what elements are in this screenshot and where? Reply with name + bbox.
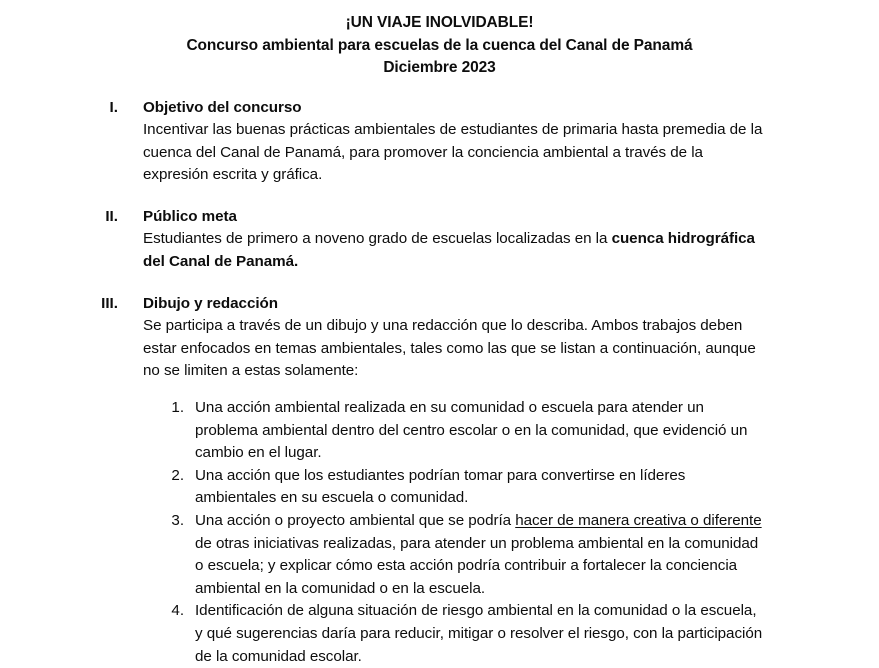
section-objetivo-del-concurso [0, 97, 879, 187]
section-marker-3: III. [82, 293, 118, 316]
document-title-line-2: Concurso ambiental para escuelas de la cuenca del Canal de Panamá [100, 35, 779, 58]
sublist-item-text-underlined: hacer de manera creativa o diferente [515, 512, 761, 529]
sublist-item-text-prefix: Una acción o proyecto ambiental que se podría [195, 512, 515, 529]
section-3-sublist-wrapper [143, 397, 772, 668]
sublist-item-text: Una acción ambiental realizada en su comunidad o escuela para atender un problema ambiental dentro del centro escolar o en la comunidad, que evidenció un cambio en el lugar. [195, 399, 747, 461]
sublist-item-number: 4. [165, 600, 184, 623]
section-body-1: Incentivar las buenas prácticas ambientales de estudiantes de primaria hasta premedia de la cuenca del Canal de Panamá, para promover la conciencia ambiental a través de la expresión escrita y gráfica. [143, 119, 772, 187]
section-marker-1: I. [82, 97, 118, 120]
sublist-item [165, 600, 767, 668]
document-title-block [0, 12, 879, 80]
section-marker-2: II. [82, 206, 118, 229]
sublist-item-number: 3. [165, 510, 184, 533]
section-heading-1: Objetivo del concurso [143, 97, 772, 120]
document-title-line-1: ¡UN VIAJE INOLVIDABLE! [100, 12, 779, 35]
section-heading-3: Dibujo y redacción [143, 293, 772, 316]
section-dibujo-y-redaccion [0, 293, 879, 668]
sublist-item-number: 1. [165, 397, 184, 420]
sublist-item [165, 397, 767, 465]
section-3-sublist [165, 397, 769, 668]
sublist-item-text-suffix: de otras iniciativas realizadas, para atender un problema ambiental en la comunidad o escuela; y explicar cómo esta acción podría contribuir a fortalecer la conciencia ambiental en la comunidad o en la escuela. [195, 535, 758, 597]
sublist-item-text: Una acción que los estudiantes podrían tomar para convertirse en líderes ambientales en su escuela o comunidad. [195, 467, 685, 507]
sublist-item-text: Identificación de alguna situación de riesgo ambiental en la comunidad o la escuela, y qué sugerencias daría para reducir, mitigar o resolver el riesgo, con la participación de la comunidad escolar. [195, 602, 762, 664]
section-body-2-prefix: Estudiantes de primero a noveno grado de escuelas localizadas en la [143, 230, 612, 247]
sublist-item-number: 2. [165, 465, 184, 488]
document-title-line-3: Diciembre 2023 [100, 57, 779, 80]
section-heading-2: Público meta [143, 206, 772, 229]
section-body-2 [143, 228, 772, 273]
section-body-2-bold: cuenca hidrográfica del Canal de Panamá. [143, 230, 755, 270]
sublist-item [165, 465, 767, 510]
sublist-item [165, 510, 767, 600]
section-publico-meta [0, 206, 879, 274]
document-sections [0, 97, 879, 668]
section-body-3: Se participa a través de un dibujo y una redacción que lo describa. Ambos trabajos deben estar enfocados en temas ambientales, tales como las que se listan a continuación, aunque no se limiten a estas solamente: [143, 315, 772, 383]
